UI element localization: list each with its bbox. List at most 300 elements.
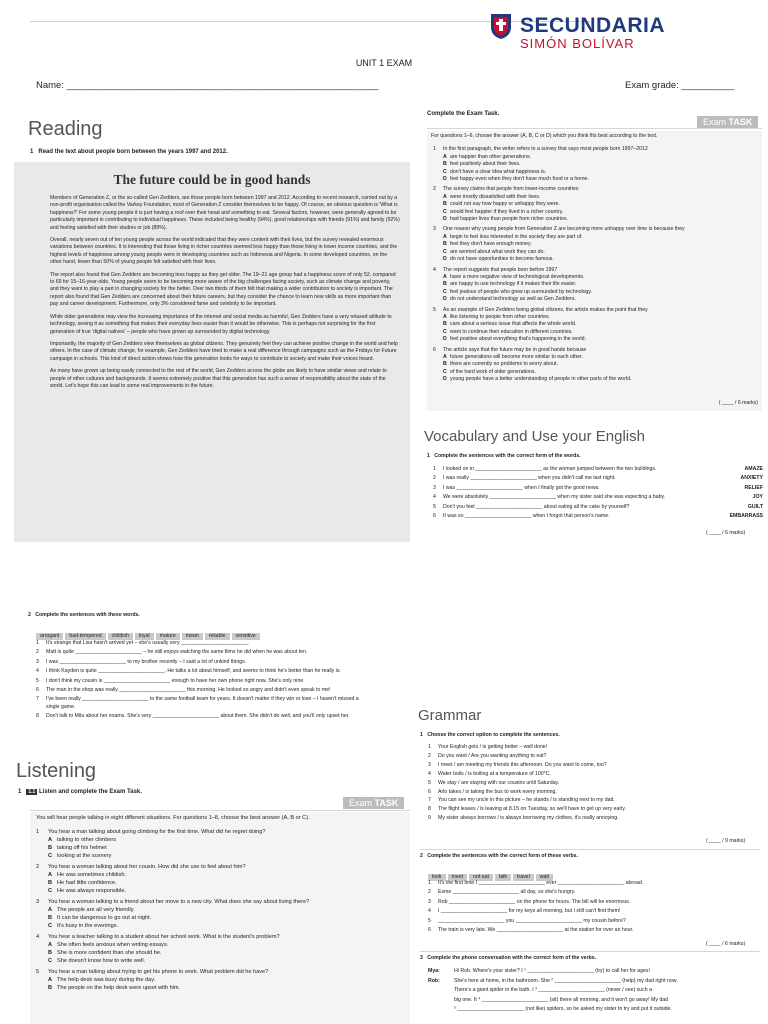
item-number: 3: [36, 658, 39, 665]
option-letter: A: [443, 193, 447, 200]
item-text[interactable]: The train is very late. We _______________________ at the station for over an hour.: [438, 927, 634, 934]
listening-heading: Listening: [16, 760, 97, 782]
option-text: do not have opportunities to become famous.: [450, 256, 554, 263]
option-text: It's busy in the evenings.: [57, 923, 119, 930]
option-text: there are currently no problems to worry about.: [450, 361, 558, 368]
marks: ( ____ / 6 marks): [706, 530, 746, 536]
exam-task-heading: Complete the Exam Task.: [427, 111, 500, 117]
answer-option[interactable]: [433, 154, 762, 161]
answer-option[interactable]: [36, 844, 410, 852]
option-letter: A: [48, 872, 53, 879]
grammar-instruction-3: 3 Complete the phone conversation with the correct form of the verbs.: [420, 955, 597, 961]
question-item: [433, 347, 762, 354]
speaker: [428, 986, 454, 996]
option-letter: A: [48, 837, 53, 844]
item-number: 7: [36, 696, 39, 703]
answer-option[interactable]: [433, 194, 762, 201]
option-letter: B: [443, 321, 447, 328]
item-number: 2: [428, 752, 431, 759]
option-letter: D: [443, 376, 447, 383]
name-field[interactable]: Name: ___________________________________________________________: [36, 80, 379, 91]
option-text: care about a serious issue that affects the whole world.: [450, 321, 577, 328]
item-number: 5: [36, 677, 39, 684]
dialogue-line: [428, 967, 758, 977]
grammar-heading: Grammar: [418, 707, 482, 724]
item-number: 8: [428, 806, 431, 813]
option-text: She is more confident than she should be.: [57, 950, 162, 957]
item-text[interactable]: We were absolutely _______________________ when my sister said she was expecting a baby.: [443, 494, 666, 501]
question-list: [427, 146, 762, 383]
item-text[interactable]: It's the first time I _______________________ ever _______________________ abroad.: [438, 880, 644, 886]
option-text: feel positive about everything that's happening in the world.: [450, 336, 586, 343]
speaker: [428, 1005, 454, 1015]
vocab2-item: [36, 659, 366, 666]
item-number: 5: [428, 779, 431, 786]
vocab-instruction: 1 Complete the sentences with the correct form of the words.: [427, 453, 581, 459]
item-number: 1: [36, 640, 39, 646]
option-text: are happier than other generations.: [450, 153, 532, 160]
article-paragraph: Importantly, the majority of Gen Zedders view themselves as global citizens. They genuinely feel they can achieve positive change in the world and help others. In the case of climate change, for example, Gen Zedders have tried to make a real difference through campaigns such as the Fridays for Future campaign in schools. This kind of direct action shows how this generation looks for ways to contribute to society and make their voices heard.: [50, 340, 398, 362]
answer-option[interactable]: [36, 957, 410, 965]
grammar-item: [428, 789, 758, 796]
question-number: 4: [433, 266, 436, 273]
vocab-item: [433, 494, 763, 501]
article-paragraph: The report also found that Gen Zedders are becoming less happy as they get older. The 19–21 age group had a happiness score of only 52, compared to 69 for 15–16-year-olds. Young people seem to be becoming more aware of the big challenges facing society, such as climate change and poverty, and they want to play a part in changing society for the better. Over two thirds of them felt that making a wider contribution to society is important. The report also found that Gen Zedders are concerned about their future careers, but they consider the chance to learn new skills as more important than pay and career development. Furthermore, only 3% considered fame and celebrity to be important.: [50, 271, 396, 308]
grammar-item: [428, 753, 758, 760]
answer-option[interactable]: [433, 281, 762, 288]
answer-option[interactable]: [36, 922, 410, 930]
question-number: 2: [433, 186, 436, 193]
dialogue-text[interactable]: There's a giant spider in the bath. I ³ _______________________ (never / see) such a: [454, 987, 652, 993]
grammar-list-2: [428, 880, 758, 936]
question-text: As an example of Gen Zedders being global citizens, the article makes the point that they: [443, 306, 648, 313]
option-letter: C: [48, 853, 53, 860]
grammar-item: [428, 806, 758, 813]
question-item: [36, 933, 410, 941]
item-number: 3: [428, 761, 431, 768]
vocab-item: [433, 475, 763, 482]
answer-option[interactable]: [433, 361, 762, 368]
logo-line1: SECUNDARIA: [520, 14, 666, 37]
option-text: of the hard work of older generations.: [450, 368, 536, 375]
grammar-item: [428, 744, 758, 751]
answer-option[interactable]: [433, 314, 762, 321]
item-word: AMAZE: [744, 466, 763, 472]
item-text[interactable]: Don't talk to Mila about her exams. She's very _______________________ about them. She didn't do well, and you'll only upset her.: [46, 713, 350, 720]
item-number: 4: [36, 668, 39, 675]
option-text: The help desk was busy during the day.: [57, 977, 156, 984]
question-number: 3: [36, 899, 40, 906]
vocab-heading: Vocabulary and Use your English: [424, 428, 645, 445]
item-text[interactable]: The flight leaves / is leaving at 8.15 on Tuesday, so we'll have to get up very early.: [438, 806, 626, 813]
option-text: feel happy even when they don't have much food or a home.: [450, 176, 589, 183]
item-text[interactable]: Don't you feel _______________________ about eating all the cake by yourself?: [443, 503, 630, 510]
audio-track-icon[interactable]: 1.1: [28, 789, 36, 795]
divider: [427, 128, 762, 129]
option-letter: A: [48, 942, 53, 949]
item-text[interactable]: I was _______________________ to my brother recently – I said a lot of unkind things.: [46, 658, 247, 665]
exam-title: UNIT 1 EXAM: [355, 58, 413, 68]
option-letter: B: [48, 985, 53, 992]
item-number: 6: [428, 788, 431, 795]
exam-task-intro: For questions 1–6, choose the answer (A, B, C or D) which you think fits best according to the text.: [431, 133, 658, 139]
question-text: You hear a man talking about trying to get his phone to work. What problem did he have?: [48, 969, 269, 976]
speaker: [428, 996, 454, 1006]
reading-heading: Reading: [28, 118, 103, 140]
item-text[interactable]: I meet / am meeting my friends this afternoon. Do you want to come, too?: [438, 761, 607, 768]
grammar-item: [428, 880, 758, 887]
logo-line2: SIMÓN BOLÍVAR: [520, 36, 635, 51]
vocab-item: [433, 513, 763, 520]
option-letter: D: [443, 176, 447, 183]
question-number: 6: [433, 346, 436, 353]
question-item: [36, 863, 410, 871]
item-text[interactable]: My sister always borrows / is always borrowing my clothes, it's really annoying.: [438, 815, 619, 822]
option-letter: B: [443, 361, 447, 368]
answer-option[interactable]: [433, 376, 762, 383]
item-number: 2: [36, 649, 39, 656]
option-letter: C: [443, 208, 447, 215]
item-number: 6: [36, 687, 39, 694]
question-text: One reason why young people from Generation Z are becoming more unhappy over time is because they: [443, 226, 685, 233]
vocab2-item: [36, 649, 366, 656]
verb-chip: look: [428, 874, 446, 881]
option-letter: C: [443, 248, 447, 255]
item-number: 8: [36, 713, 39, 720]
vocab2-item: [36, 668, 366, 675]
option-letter: C: [443, 328, 447, 335]
answer-option[interactable]: [433, 289, 762, 296]
item-word: GUILT: [747, 503, 763, 510]
question-text: You hear a man talking about going climbing for the first time. What did he regret doing?: [48, 829, 266, 836]
item-text[interactable]: You can see my uncle in this picture – he stands / is standing next to my dad.: [438, 797, 615, 804]
option-text: had happier lives than people from richer countries.: [450, 216, 568, 223]
option-letter: C: [443, 168, 447, 175]
item-text[interactable]: I was _______________________ when I finally got the good news.: [443, 484, 600, 491]
question-list: [30, 828, 410, 992]
option-text: feel jealous of people who grew up surrounded by technology.: [450, 288, 593, 295]
grammar-item: [428, 815, 758, 822]
item-number: 2: [428, 889, 431, 896]
option-text: don't have a clear idea what happiness is.: [450, 168, 547, 175]
article-title: The future could be in good hands: [113, 172, 311, 187]
answer-option[interactable]: [36, 852, 410, 860]
item-text[interactable]: I've been really _______________________ to the same football team for years. It doesn't matter if they win or lose – I haven't missed a single game.: [46, 696, 359, 710]
item-number: 2: [433, 475, 436, 482]
option-text: feel positively about their lives.: [450, 161, 521, 168]
option-letter: B: [443, 161, 447, 168]
option-text: young people have a better understanding of people in other parts of the world.: [450, 376, 632, 383]
answer-option[interactable]: [433, 216, 762, 223]
shield-icon: [490, 12, 512, 40]
answer-option[interactable]: [433, 336, 762, 343]
option-letter: A: [48, 907, 53, 914]
item-number: 3: [428, 898, 431, 905]
grammar-item: [428, 771, 758, 778]
vocab-item: [433, 466, 763, 473]
item-text[interactable]: The man in the shop was really _______________________ this morning. He looked so angry and didn't even speak to me!: [46, 687, 331, 694]
word-chip: loyal: [135, 633, 154, 640]
item-text[interactable]: I don't think my cousin is _______________________ enough to have her own phone right now. She's only nine.: [46, 677, 305, 684]
answer-option[interactable]: [433, 354, 762, 361]
item-word: RELIEF: [744, 484, 763, 491]
option-letter: A: [443, 353, 447, 360]
answer-option[interactable]: [433, 234, 762, 241]
option-text: are happy to use technology if it makes their life easier.: [450, 281, 577, 288]
school-logo: [490, 12, 720, 51]
verb-chip: talk: [495, 874, 511, 881]
dialogue-text[interactable]: She's here at home, in the bathroom. She ² _______________________ (help) my dad right now.: [454, 977, 678, 984]
article-paragraph: As many have grown up being easily connected to the rest of the world, Gen Zedders across the globe are likely to have similar views and relate to people of other cultures and backgrounds. It seems extremely positive that this generation has such a sense of responsibility about the state of the world. Let's hope this can lead to some real improvements in the future.: [50, 368, 387, 389]
item-text[interactable]: I think Kayden is quite _______________________. He talks a lot about himself, and seems to think he's better than he really is.: [46, 668, 341, 675]
verb-chip: not eat: [469, 874, 493, 881]
verb-chip: meet: [448, 874, 468, 881]
question-number: 5: [433, 306, 436, 313]
question-item: [433, 186, 762, 193]
dialogue-line: [428, 986, 758, 996]
option-letter: A: [443, 153, 447, 160]
option-letter: D: [443, 256, 447, 263]
item-text[interactable]: Your English gets / is getting better – well done!: [438, 744, 548, 750]
word-chip: arrogant: [36, 633, 63, 640]
answer-option[interactable]: [433, 201, 762, 208]
divider: [420, 849, 760, 850]
option-letter: D: [443, 336, 447, 343]
answer-option[interactable]: [433, 241, 762, 248]
item-text[interactable]: Water boils / is boiling at a temperature of 100°C.: [438, 770, 551, 777]
answer-option[interactable]: [36, 871, 410, 879]
speaker: Mya:: [428, 968, 440, 974]
option-text: would feel happier if they lived in a richer country.: [450, 208, 564, 215]
option-letter: B: [48, 950, 53, 957]
option-text: do not understand technology as well as Gen Zedders.: [450, 296, 576, 303]
item-number: 4: [428, 770, 431, 777]
item-text[interactable]: I _______________________ for my keys all morning, but I still can't find them!: [438, 908, 621, 915]
item-number: 1: [433, 466, 436, 472]
item-text[interactable]: Rob _______________________ on the phone for hours. The bill will be enormous.: [438, 898, 631, 905]
item-text[interactable]: It was so _______________________ when I forgot that person's name.: [443, 513, 610, 520]
answer-option[interactable]: [433, 256, 762, 263]
word-chip: childish: [108, 633, 133, 640]
grammar-item: [428, 927, 758, 934]
grammar-item: [428, 918, 758, 925]
question-number: 4: [36, 934, 40, 941]
listening-exam-tag: Exam TASK: [343, 797, 404, 809]
option-text: begin to feel less interested in the society they are part of.: [450, 233, 583, 240]
vocab2-item: [36, 713, 366, 720]
answer-option[interactable]: [433, 296, 762, 303]
answer-option[interactable]: [36, 984, 410, 992]
option-text: were mostly dissatisfied with their lives.: [450, 193, 541, 200]
reading-instruction: 1 Read the text about people born between the years 1997 and 2012.: [30, 149, 228, 155]
dialogue-text[interactable]: ⁵ _______________________ (not like) spiders, so he asked my sister to try and put it outside.: [454, 1006, 672, 1012]
answer-option[interactable]: [36, 914, 410, 922]
item-number: 5: [428, 917, 431, 924]
option-text: could not say how happy or unhappy they were.: [450, 201, 560, 208]
vocab2-item: [36, 678, 366, 685]
vocab2-item: [36, 640, 366, 647]
answer-option[interactable]: [36, 941, 410, 949]
speaker: Rob:: [428, 977, 440, 984]
option-text: are worried about what work they can do.: [450, 248, 545, 255]
question-text: You hear a woman talking about her cousin. How did she use to feel about him?: [48, 864, 246, 871]
answer-option[interactable]: [433, 274, 762, 281]
item-text[interactable]: Do you want / Are you wanting anything to eat?: [438, 752, 547, 759]
option-letter: A: [48, 977, 53, 984]
option-letter: B: [48, 915, 53, 922]
option-text: future generations will become more similar to each other.: [450, 353, 583, 360]
question-item: [36, 898, 410, 906]
verb-chip: travel: [513, 874, 534, 881]
grammar-instruction: 1 Choose the correct option to complete the sentences.: [420, 732, 560, 738]
option-letter: B: [48, 880, 53, 887]
item-text[interactable]: _______________________ you _______________________ my cousin before?: [438, 917, 626, 924]
answer-option[interactable]: [433, 209, 762, 216]
question-text: You hear a woman talking to a friend about her move to a new city. What does she say about living there?: [48, 899, 310, 906]
answer-option[interactable]: [433, 161, 762, 168]
option-text: She often feels anxious when writing essays.: [57, 942, 169, 949]
option-text: He was always responsible.: [57, 888, 127, 895]
answer-option[interactable]: [36, 949, 410, 957]
item-word: EMBARRASS: [729, 513, 763, 520]
answer-option[interactable]: [433, 249, 762, 256]
option-letter: C: [443, 368, 447, 375]
item-word: ANXIETY: [740, 475, 763, 482]
option-letter: A: [443, 233, 447, 240]
option-text: taking off his helmet: [57, 845, 107, 852]
option-text: The people on the help desk were upset with him.: [57, 985, 181, 992]
option-text: The people are all very friendly.: [57, 907, 135, 914]
question-number: 1: [433, 146, 436, 153]
option-text: He had little confidence.: [57, 880, 117, 887]
item-text[interactable]: Esme _______________________ all day, so she's hungry.: [438, 889, 576, 896]
item-number: 1: [428, 880, 431, 886]
option-letter: B: [443, 281, 447, 288]
word-chip: bad-tempered: [65, 633, 105, 640]
grammar-item: [428, 797, 758, 804]
option-text: It can be dangerous to go out at night.: [57, 915, 152, 922]
answer-option[interactable]: [36, 976, 410, 984]
dialogue-text[interactable]: Hi Rob. Where's your sister? I ¹ _______________________ (try) to call her for ages!: [454, 968, 650, 974]
article-body: [14, 188, 410, 390]
word-chip: sensitive: [232, 633, 260, 640]
vocab2-instruction: 2 Complete the sentences with these words.: [28, 612, 140, 618]
question-item: [433, 146, 762, 153]
dialogue-line: [428, 996, 758, 1006]
option-letter: C: [48, 958, 53, 965]
vocab-list: [433, 466, 763, 522]
marks: ( ____ / 6 marks): [718, 399, 758, 406]
question-item: [36, 828, 410, 836]
option-letter: D: [443, 296, 447, 303]
answer-option[interactable]: [433, 369, 762, 376]
question-item: [433, 267, 762, 274]
option-letter: C: [48, 888, 53, 895]
vocab-item: [433, 485, 763, 492]
grade-field[interactable]: Exam grade: __________: [625, 80, 735, 91]
option-letter: B: [443, 241, 447, 248]
question-text: You hear a teacher talking to a student about her school work. What is the student's problem?: [48, 934, 280, 941]
answer-option[interactable]: [433, 329, 762, 336]
vocab2-item: [36, 687, 366, 694]
grammar-item: [428, 762, 758, 769]
answer-option[interactable]: [433, 169, 762, 176]
vocab-item: [433, 504, 763, 511]
item-text[interactable]: I looked on in _______________________ as the woman jumped between the two buildings.: [443, 466, 657, 472]
grammar-instruction-2: 2 Complete the sentences with the correct form of these verbs.: [420, 853, 578, 859]
item-text[interactable]: We stay / are staying with our cousins until Saturday.: [438, 779, 560, 786]
option-letter: A: [443, 273, 447, 280]
option-text: talking to other climbers: [57, 837, 117, 844]
item-number: 4: [428, 908, 431, 915]
item-number: 7: [428, 797, 431, 804]
option-text: like listening to people from other countries.: [450, 313, 551, 320]
dialogue-text[interactable]: big one. It ⁴ _______________________ (sit) there all morning, and it won't go away! My dad: [454, 996, 669, 1003]
option-letter: D: [443, 216, 447, 223]
listening-instruction: 1 1.1 Listen and complete the Exam Task.: [18, 789, 142, 795]
divider: [30, 810, 410, 811]
question-item: [433, 226, 762, 233]
exam-task-tag: Exam TASK: [697, 116, 758, 128]
word-chip: reliable: [205, 633, 230, 640]
answer-option[interactable]: [433, 321, 762, 328]
option-text: feel they don't have enough money.: [450, 241, 532, 248]
grammar-list: [428, 744, 758, 824]
listening-panel: [30, 812, 410, 1024]
option-text: She doesn't know how to write well.: [57, 958, 146, 965]
option-letter: A: [443, 313, 447, 320]
article-paragraph: Members of Generation Z, or the so-called Gen Zedders, are those people born between 1997 and 2012. According to recent research, carried out by a non-profit organisation called the Varkey Foundation, most of Generation Z consider themselves to be happy. Of course, an obvious question is 'What is happiness?' For some young people it is just having a roof over their head and something to eat. Several factors, however, were generally agreed to be particularly important in contributing to individual happiness. These included being healthy (94%), good relationships with friends (91%) and family (92%) and feeling satisfied with their studies or job (89%).: [50, 195, 400, 231]
article-paragraph: While older generations may view the increasing importance of the internet and social media as harmful, Gen Zedders have a very relaxed attitude to technology, seeing it as something that makes their everyday lives easier than it would be otherwise. This is perhaps not surprising for the first generation of true 'digital natives' – people who have grown up surrounded by digital technology.: [50, 313, 392, 335]
grammar-item: [428, 899, 758, 906]
item-text[interactable]: Arlo takes / is taking the bus to work every morning.: [438, 788, 557, 795]
item-text[interactable]: Matt is quite _______________________ – he still enjoys watching the same films he did when he was about ten.: [46, 649, 308, 656]
answer-option[interactable]: [36, 887, 410, 895]
exam-task-panel: [427, 131, 762, 411]
item-text[interactable]: I was really _______________________ when you didn't call me last night.: [443, 475, 616, 482]
item-number: 1: [428, 744, 431, 750]
question-item: [36, 968, 410, 976]
question-text: The report suggests that people born before 1997: [443, 266, 558, 273]
item-number: 3: [433, 484, 436, 491]
option-text: want to continue their education in different countries.: [450, 328, 573, 335]
answer-option[interactable]: [36, 879, 410, 887]
question-number: 1: [36, 829, 40, 836]
vocab2-item: [36, 696, 366, 711]
item-number: 9: [428, 815, 431, 822]
question-text: In the first paragraph, the writer refers to a survey that says most people born 1997–2012: [443, 146, 648, 153]
question-number: 5: [36, 969, 40, 976]
marks: ( ____ / 9 marks): [706, 838, 746, 844]
word-chip: mature: [156, 633, 180, 640]
item-number: 4: [433, 494, 436, 501]
item-number: 5: [433, 503, 436, 510]
question-text: The survey claims that people from lower-income countries: [443, 186, 579, 193]
answer-option[interactable]: [36, 836, 410, 844]
item-text[interactable]: It's strange that Lisa hasn't arrived yet – she's usually very _______________________.: [46, 640, 249, 646]
dialogue: [428, 967, 758, 1015]
answer-option[interactable]: [433, 176, 762, 183]
answer-option[interactable]: [36, 906, 410, 914]
question-text: The article says that the future may be in good hands because: [443, 346, 587, 353]
question-number: 3: [433, 226, 436, 233]
option-text: have a more negative view of technological developments.: [450, 273, 585, 280]
option-letter: C: [443, 288, 447, 295]
option-text: looking at the scenery: [57, 853, 112, 860]
dialogue-line: [428, 977, 758, 987]
grammar-item: [428, 889, 758, 896]
grammar-item: [428, 908, 758, 915]
